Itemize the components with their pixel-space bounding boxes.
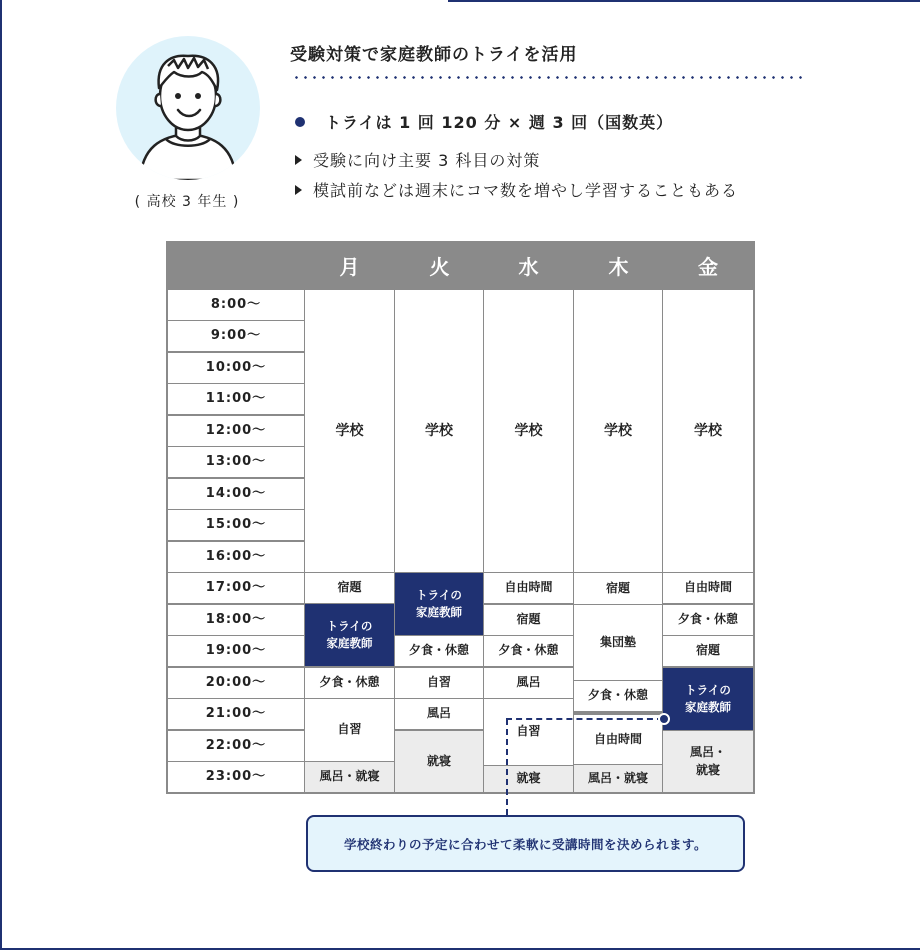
triangle-bullet-icon xyxy=(295,185,302,195)
tutor-block: トライの 家庭教師 xyxy=(395,573,483,635)
time-label: 18:00〜 xyxy=(168,605,304,635)
schedule-block: 夕食・休憩 xyxy=(574,681,662,711)
time-label: 12:00〜 xyxy=(168,416,304,446)
school-block-fri: 学校 xyxy=(663,290,753,572)
time-label: 8:00〜 xyxy=(168,290,304,320)
triangle-bullet-icon xyxy=(295,155,302,165)
schedule-block: 集団塾 xyxy=(574,605,662,680)
day-header-thu: 木 xyxy=(608,254,629,279)
schedule-block: 宿題 xyxy=(305,573,394,603)
weekly-schedule-table xyxy=(166,241,755,794)
schedule-block: 就寝 xyxy=(395,731,483,792)
schedule-block: 宿題 xyxy=(484,605,573,635)
sub-point xyxy=(295,178,738,201)
day-header-fri: 金 xyxy=(698,254,718,279)
time-label: 21:00〜 xyxy=(168,699,304,729)
schedule-block: 自由時間 xyxy=(484,573,573,603)
student-illustration-icon xyxy=(116,36,260,180)
schedule-block: 夕食・休憩 xyxy=(484,636,573,666)
schedule-block: 自習 xyxy=(484,699,573,765)
time-label: 13:00〜 xyxy=(168,447,304,477)
tutor-block: トライの 家庭教師 xyxy=(663,668,753,730)
schedule-block: 夕食・休憩 xyxy=(663,605,753,635)
schedule-block: 自習 xyxy=(305,699,394,761)
time-label: 10:00〜 xyxy=(168,353,304,383)
time-label: 17:00〜 xyxy=(168,573,304,603)
time-label: 19:00〜 xyxy=(168,636,304,666)
school-block-wed: 学校 xyxy=(484,290,573,572)
school-block-thu: 学校 xyxy=(574,290,662,572)
sub-point-text: 受験に向け主要 3 科目の対策 xyxy=(313,151,541,170)
schedule-block: 風呂 xyxy=(395,699,483,729)
student-avatar xyxy=(116,36,260,180)
schedule-block: 風呂・就寝 xyxy=(574,765,662,792)
schedule-block: 風呂・ 就寝 xyxy=(663,731,753,792)
flexible-schedule-callout: 学校終わりの予定に合わせて柔軟に受講時間を決められます。 xyxy=(306,815,745,872)
time-label: 16:00〜 xyxy=(168,542,304,572)
tutor-block: トライの 家庭教師 xyxy=(305,604,394,666)
sub-point-text: 模試前などは週末にコマ数を増やし学習することもある xyxy=(313,181,739,200)
schedule-block: 自由時間 xyxy=(663,573,753,603)
schedule-block: 宿題 xyxy=(574,573,662,604)
callout-connector-horizontal xyxy=(506,718,663,720)
time-label: 11:00〜 xyxy=(168,384,304,414)
top-border-line xyxy=(448,0,920,2)
time-label: 20:00〜 xyxy=(168,668,304,698)
time-label: 15:00〜 xyxy=(168,510,304,540)
time-label: 14:00〜 xyxy=(168,479,304,509)
schedule-block: 自習 xyxy=(395,668,483,698)
callout-connector-vertical xyxy=(506,719,508,815)
school-block-tue: 学校 xyxy=(395,290,483,572)
sub-point xyxy=(295,148,540,171)
schedule-block: 風呂・就寝 xyxy=(305,762,394,792)
school-block-mon: 学校 xyxy=(305,290,394,572)
schedule-block: 宿題 xyxy=(663,636,753,666)
connector-dot-icon xyxy=(658,713,670,725)
page-title: 受験対策で家庭教師のトライを活用 xyxy=(290,45,578,65)
schedule-block: 夕食・休憩 xyxy=(395,636,483,666)
dotted-divider xyxy=(292,76,807,79)
bullet-dot-icon xyxy=(295,117,305,127)
avatar-caption: ( 高校 3 年生 ) xyxy=(134,194,240,210)
time-label: 22:00〜 xyxy=(168,731,304,761)
time-label: 9:00〜 xyxy=(168,321,304,351)
time-label: 23:00〜 xyxy=(168,762,304,792)
day-header-mon: 月 xyxy=(339,254,360,279)
schedule-block: 夕食・休憩 xyxy=(305,668,394,698)
key-point xyxy=(295,110,673,133)
schedule-block: 自由時間 xyxy=(574,715,662,764)
schedule-block: 風呂 xyxy=(484,668,573,698)
key-point-text: トライは 1 回 120 分 × 週 3 回（国数英） xyxy=(325,113,674,132)
day-header-wed: 水 xyxy=(518,254,539,279)
schedule-block: 就寝 xyxy=(484,766,573,792)
day-header-tue: 火 xyxy=(429,254,450,279)
